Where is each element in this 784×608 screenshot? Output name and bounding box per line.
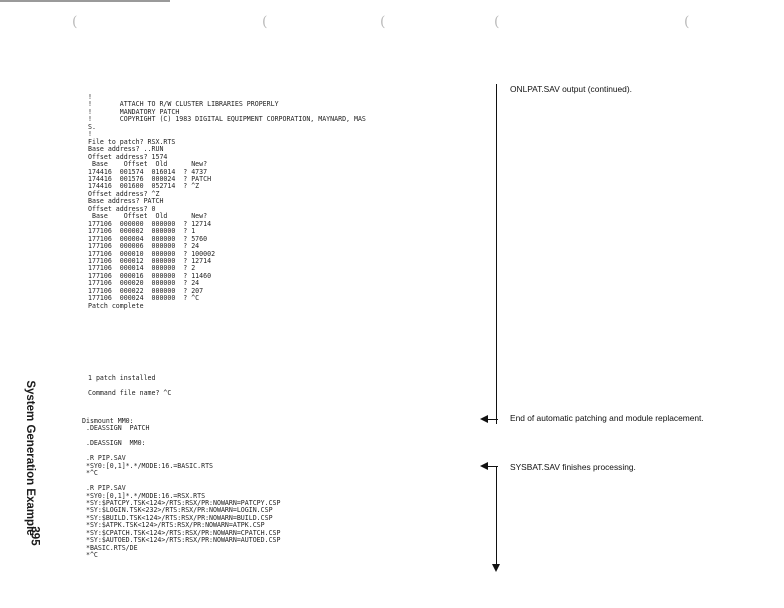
corner-mark: ( (72, 14, 78, 30)
page-number: 395 (28, 526, 41, 546)
listing-patch-session: ! ! ATTACH TO R/W CLUSTER LIBRARIES PROPERLY ! MANDATORY PATCH ! COPYRIGHT (C) 1983 DIGITAL EQUIPMENT CORPORATION, MAYNARD, MAS S. ! File to patch? RSX.RTS Base address? ..RUN Offset address? 1574 Base Offset Old New? 174416 001574 016014 ? 4737 174416 001576 000024 ? PATCH 174416 001600 052714 ? ^Z Offset address? ^Z Base address? PATCH Offset address? 0 Base Offset Old New? 177106 000000 000000 ? 12714 177106 000002 000000 ? 1 177106 000004 000000 ? 5760 177106 000006 000000 ? 24 177106 000010 000000 ? 100002 177106 000012 000000 ? 12714 177106 000014 000000 ? 2 177106 000016 000000 ? 11460 177106 000020 000000 ? 24 177106 000022 000000 ? 207 177106 000024 000000 ? ^C Patch complete (88, 93, 366, 310)
listing-patch-installed: 1 patch installed Command file name? ^C (88, 374, 172, 397)
arrow-left-icon (480, 462, 488, 470)
bracket-line (496, 84, 497, 424)
corner-mark: ( (380, 14, 386, 30)
listing-sysbat: Dismount MM0: .DEASSIGN PATCH .DEASSIGN MM0: .R PIP.SAV *SY0:[0,1]*.*/MODE:16.=BASIC.RTS *^C .R PIP.SAV *SY0:[0,1]*.*/MODE:16.=RSX.RTS *SY:$PATCPY.TSK<124>/RTS:RSX/PR:NOWARN=PATCPY.CSP *SY:$LOGIN.TSK<232>/RTS:RSX/PR:NOWARN=LOGIN.CSP *SY:$BUILD.TSK<124>/RTS:RSX/PR:NOWARN=BUILD.CSP *SY:$ATPK.TSK<124>/RTS:RSX/PR:NOWARN=ATPK.CSP *SY:$CPATCH.TSK<124>/RTS:RSX/PR:NOWARN=CPATCH.CSP *SY:$AUTOED.TSK<124>/RTS:RSX/PR:NOWARN=AUTOED.CSP *BASIC.RTS/DE *^C (82, 417, 281, 560)
sidebar-title: System Generation Example (24, 380, 36, 536)
corner-mark: ( (684, 14, 690, 30)
corner-mark: ( (494, 14, 500, 30)
note-end-automatic: End of automatic patching and module replacement. (510, 413, 704, 423)
note-onlpat: ONLPAT.SAV output (continued). (510, 84, 632, 94)
arrow-left-icon (480, 415, 488, 423)
note-sysbat: SYSBAT.SAV finishes processing. (510, 462, 636, 472)
bracket-line (496, 466, 497, 566)
top-rule (0, 0, 170, 2)
corner-mark: ( (262, 14, 268, 30)
arrow-down-icon (492, 564, 500, 572)
